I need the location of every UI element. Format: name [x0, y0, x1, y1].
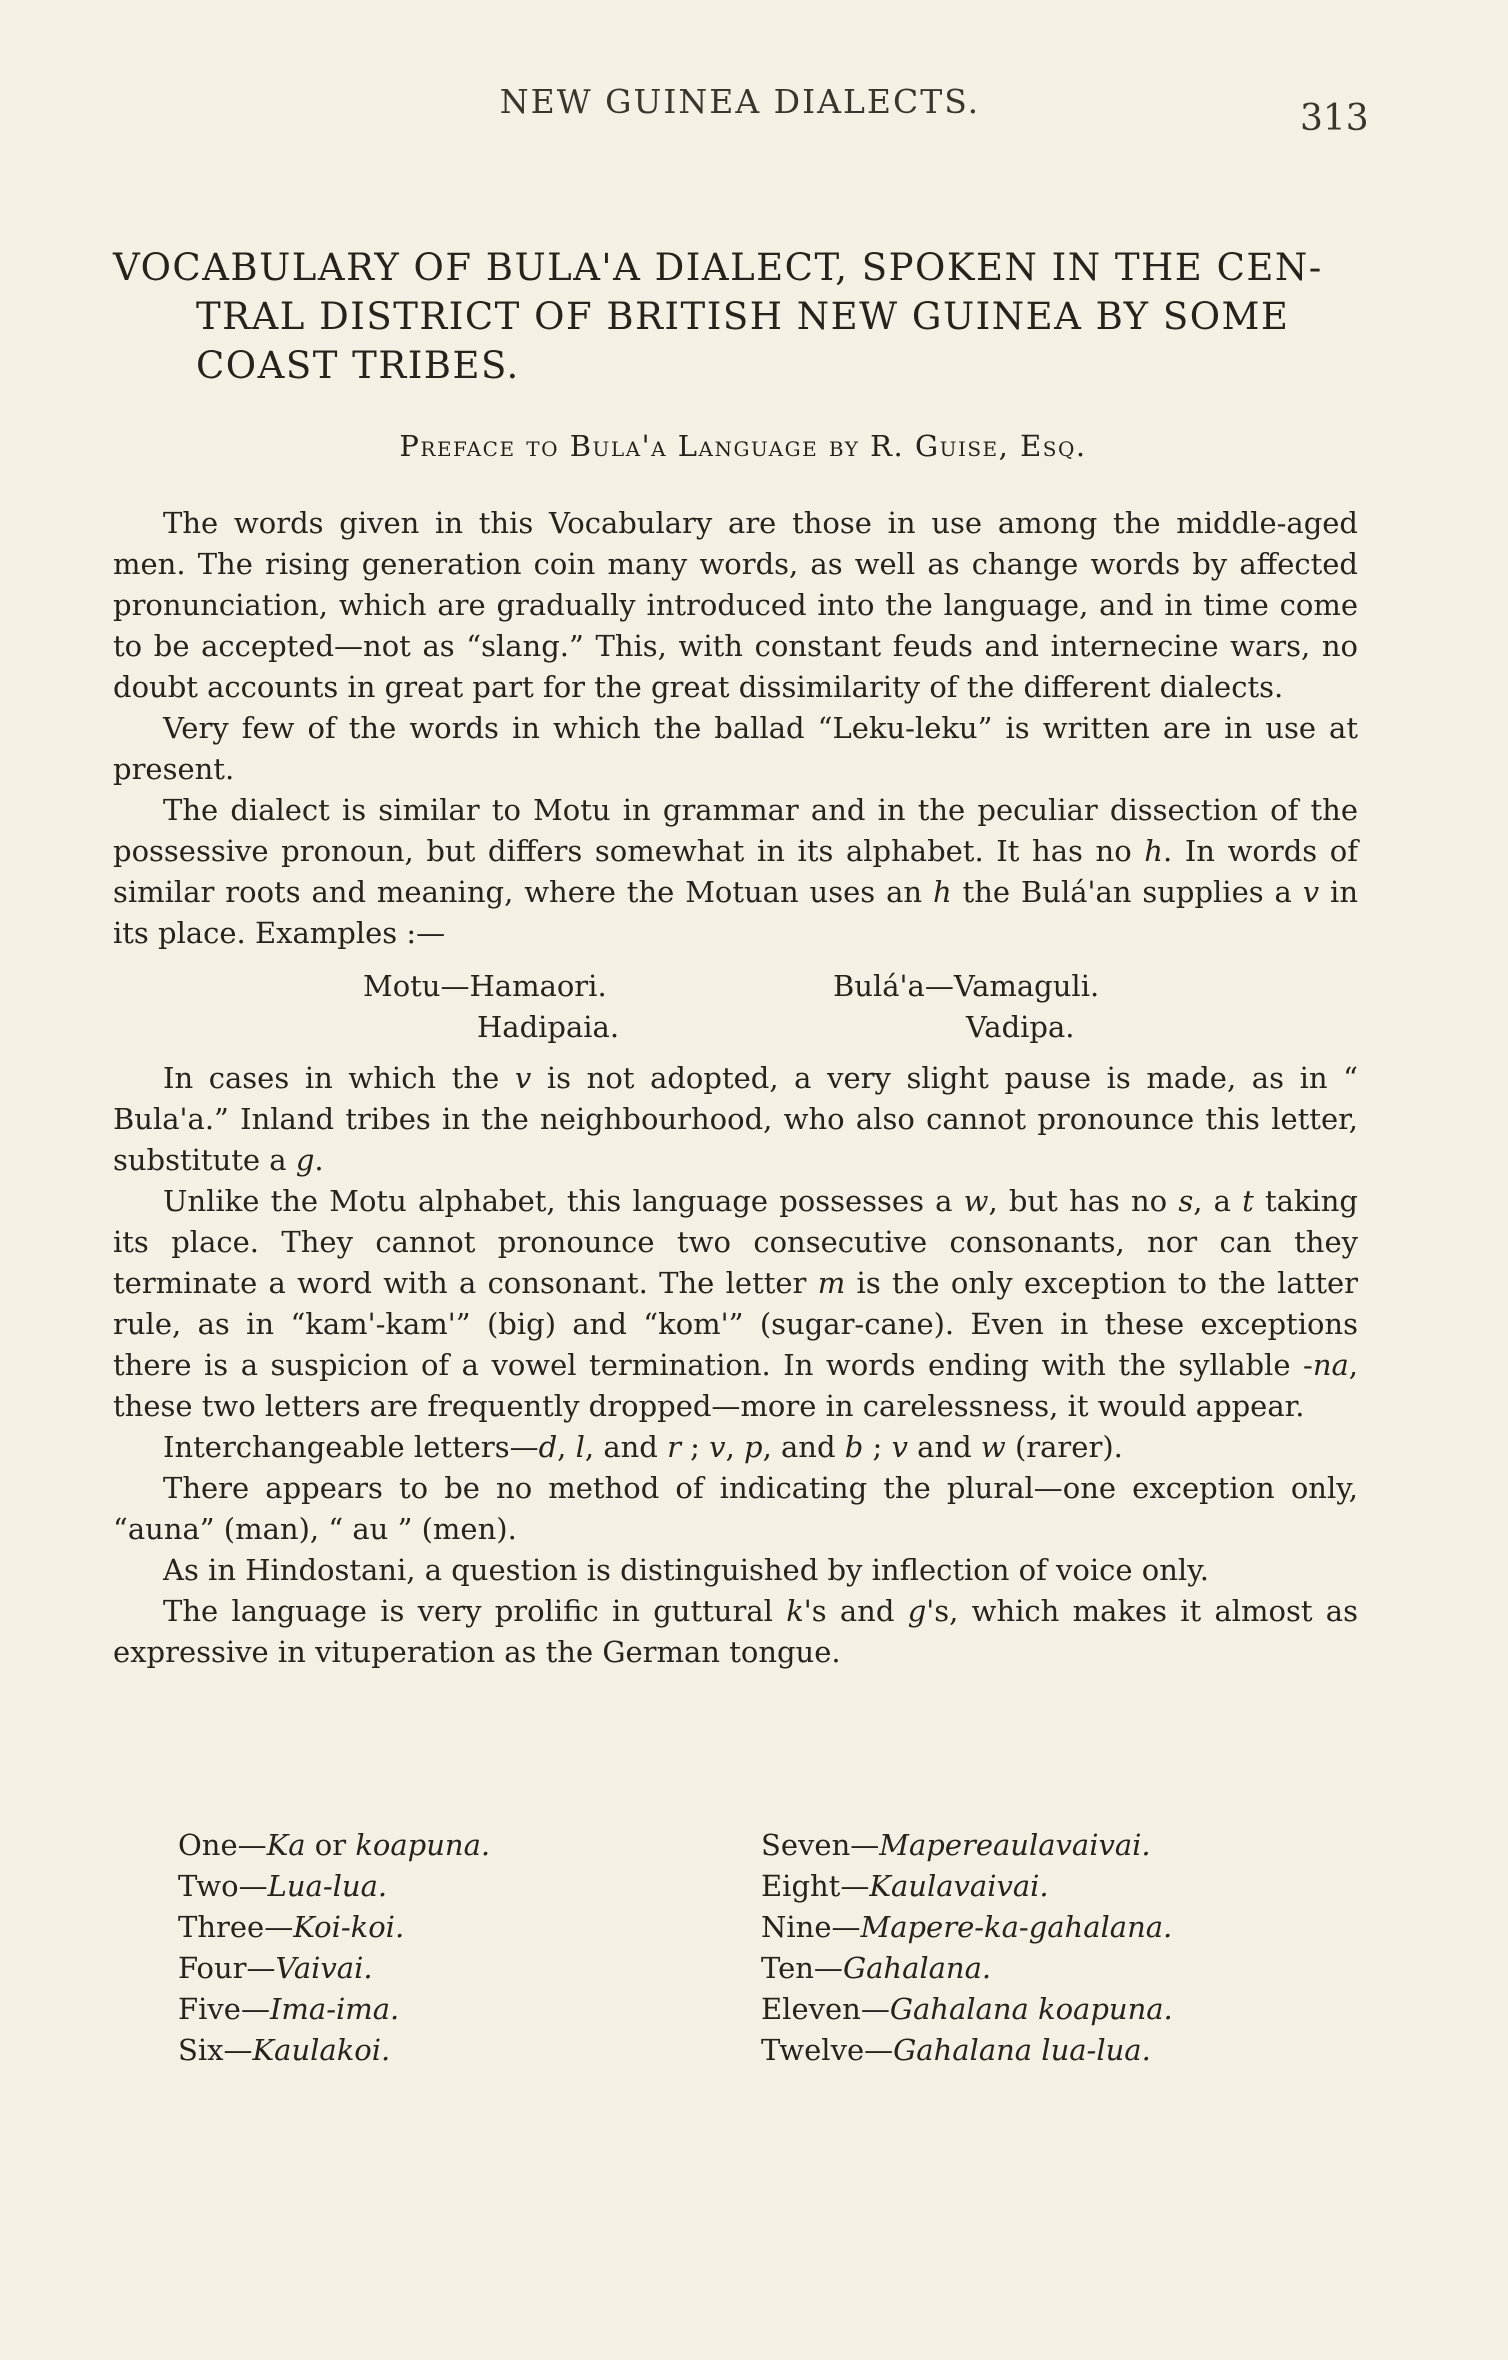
paragraph-6: Interchangeable letters—d, l, and r ; v, p, and b ; v and w (rarer).: [163, 1430, 1123, 1464]
title-line-2: TRAL DISTRICT OF BRITISH NEW GUINEA BY SOME: [196, 295, 1290, 338]
page-number: 313: [1300, 98, 1369, 139]
example-motu-2: Hadipaia.: [477, 1010, 620, 1044]
paragraph-4: In cases in which the v is not adopted, a very slight pause is made, as in “ Bula'a.” Inland tribes in the neighbourhood, who also cannot pronounce this letter, substitute a g.: [113, 1061, 1358, 1177]
numeral-seven: Seven—Mapereaulavaivai.: [761, 1828, 1151, 1862]
numeral-three: Three—Koi-koi.: [178, 1910, 405, 1944]
paragraph-9: The language is very prolific in guttural k's and g's, which makes it almost as expressive in vituperation as the German tongue.: [113, 1594, 1358, 1669]
numeral-nine: Nine—Mapere-ka-gahalana.: [761, 1910, 1173, 1944]
paragraph-5: Unlike the Motu alphabet, this language possesses a w, but has no s, a t taking its place. They cannot pronounce two consecutive consonants, nor can they terminate a word with a consonant. The letter m is the only exception to the latter rule, as in “kam'-kam'” (big) and “kom'” (sugar-cane). Even in these exceptions there is a suspicion of a vowel termination. In words ending with the syllable -na, these two letters are frequently dropped—more in carelessness, it would appear.: [113, 1184, 1358, 1423]
numeral-two: Two—Lua-lua.: [178, 1869, 388, 1903]
numeral-one: One—Ka or koapuna.: [178, 1828, 491, 1862]
title-line-3: COAST TRIBES.: [196, 344, 520, 387]
example-bulaa-1: Bulá'a—Vamaguli.: [833, 969, 1100, 1003]
article-title: [113, 243, 1363, 390]
paragraph-3: The dialect is similar to Motu in grammar and in the peculiar dissection of the possessive pronoun, but differs somewhat in its alphabet. It has no h. In words of similar roots and meaning, where the Motuan uses an h the Bulá'an supplies a v in its place. Examples :—: [113, 793, 1359, 950]
numeral-five: Five—Ima-ima.: [178, 1992, 400, 2026]
preface-body: [113, 503, 1358, 1673]
example-bulaa-2: Vadipa.: [966, 1010, 1075, 1044]
numeral-eleven: Eleven—Gahalana koapuna.: [761, 1992, 1173, 2026]
paragraph-8: As in Hindostani, a question is distinguished by inflection of voice only.: [163, 1553, 1209, 1587]
preface-heading: Preface to Bula'a Language by R. Guise, Esq.: [399, 429, 1087, 463]
example-motu-1: Motu—Hamaori.: [363, 969, 607, 1003]
paragraph-2: Very few of the words in which the ballad “Leku-leku” is written are in use at present.: [113, 711, 1358, 786]
examples-table: [113, 966, 1358, 1050]
numerals-list: [178, 1825, 1278, 2105]
numeral-eight: Eight—Kaulavaivai.: [761, 1869, 1049, 1903]
numeral-six: Six—Kaulakoi.: [178, 2033, 391, 2067]
paragraph-1: The words given in this Vocabulary are those in use among the middle-aged men. The rising generation coin many words, as well as change words by affected pronunciation, which are gradually introduced into the language, and in time come to be accepted—not as “slang.” This, with constant feuds and internecine wars, no doubt accounts in great part for the great dissimilarity of the different dialects.: [113, 506, 1358, 704]
numeral-four: Four—Vaivai.: [178, 1951, 373, 1985]
title-line-1: VOCABULARY OF BULA'A DIALECT, SPOKEN IN THE CEN-: [113, 246, 1323, 289]
numeral-ten: Ten—Gahalana.: [761, 1951, 992, 1985]
paragraph-7: There appears to be no method of indicating the plural—one exception only, “auna” (man), “ au ” (men).: [113, 1471, 1358, 1546]
numeral-twelve: Twelve—Gahalana lua-lua.: [761, 2033, 1151, 2067]
running-head: NEW GUINEA DIALECTS.: [499, 82, 981, 121]
